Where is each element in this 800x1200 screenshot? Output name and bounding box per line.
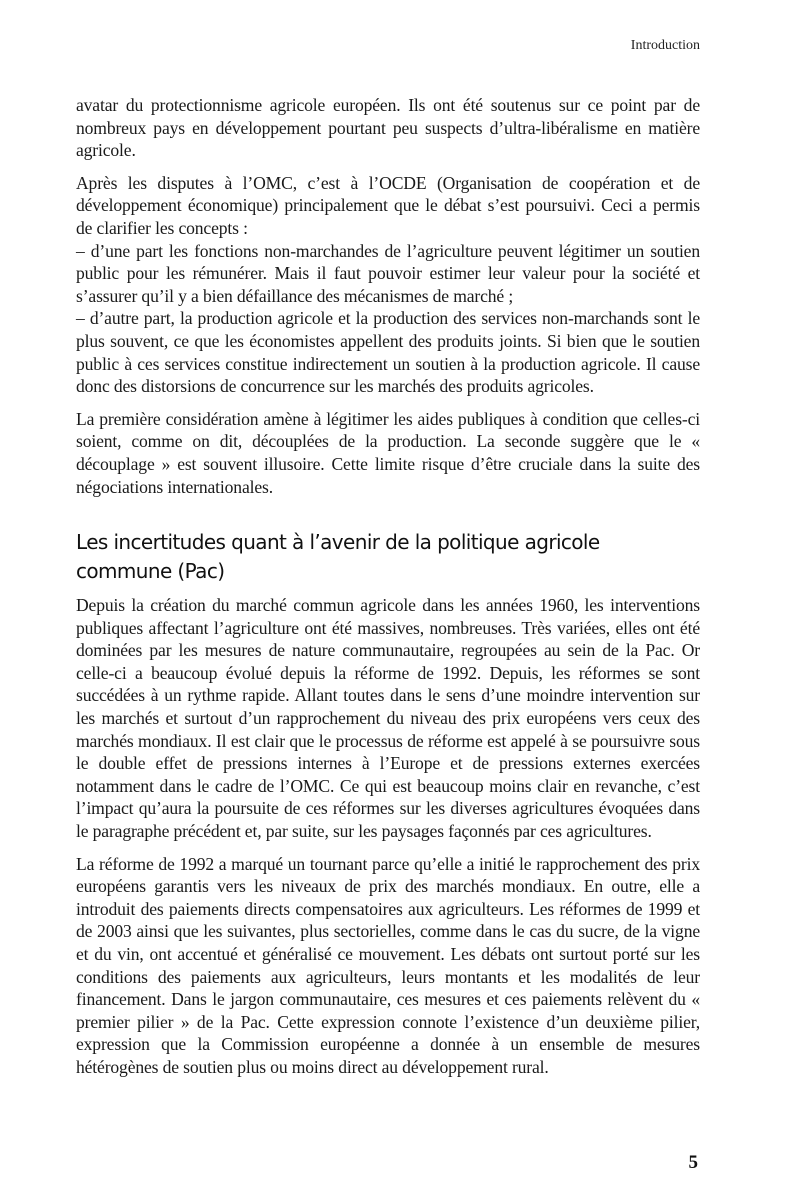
paragraph: Après les disputes à l’OMC, c’est à l’OCDE (Organisation de coopération et de développement économique) principalement que le débat s’est poursuivi. Ceci a permis de clarifier les concepts : [76, 172, 700, 238]
list-item: – d’une part les fonctions non-marchandes de l’agriculture peuvent légitimer un soutien public pour les rémunérer. Mais il faut pouvoir estimer leur valeur pour la société et s’assurer qu’il y a bien défaillance des mécanismes de marché ; [76, 240, 700, 306]
section-title-line: commune (Pac) [76, 559, 225, 584]
paragraph: La réforme de 1992 a marqué un tournant parce qu’elle a initié le rapprochement des prix européens garantis vers les niveaux de prix des marchés mondiaux. En outre, elle a introduit des paiements directs compensatoires aux agriculteurs. Les réformes de 1999 et de 2003 ainsi que les suivantes, plus sectorielles, comme dans le cas du sucre, de la vigne et du vin, ont accentué et généralisé ce mouvement. Les débats ont surtout porté sur les conditions des paiements aux agriculteurs, leurs montants et les modalités de leur financement. Dans le jargon communautaire, ces mesures et ces paiements relèvent du « premier pilier » de la Pac. Cette expression connote l’existence d’un deuxième pilier, expression que la Commission européenne a donnée à un ensemble de mesures hétérogènes de soutien plus ou moins direct au développement rural. [76, 853, 700, 1077]
section-title-line: Les incertitudes quant à l’avenir de la politique agricole [76, 530, 600, 555]
running-head: Introduction [630, 38, 700, 53]
paragraph: avatar du protectionnisme agricole européen. Ils ont été soutenus sur ce point par de nombreux pays en développement pourtant peu suspects d’ultra-libéralisme en matière agricole. [76, 95, 700, 161]
section-title [76, 528, 700, 586]
list-item: – d’autre part, la production agricole et la production des services non-marchands sont le plus souvent, ce que les économistes appellent des produits joints. Si bien que le soutien public à ces services constitue indirectement un soutien à la production agricole. Il cause donc des distorsions de concurrence sur les marchés des produits agricoles. [76, 308, 700, 397]
paragraph: Depuis la création du marché commun agricole dans les années 1960, les interventions publiques affectant l’agriculture ont été massives, nombreuses. Très variées, elles ont été dominées par les mesures de nature communautaire, regroupées au sein de la Pac. Or celle-ci a beaucoup évolué depuis la réforme de 1992. Depuis, les réformes se sont succédées à un rythme rapide. Allant toutes dans le sens d’une moindre intervention sur les marchés et surtout d’un rapprochement du niveau des prix européens vers ceux des marchés mondiaux. Il est clair que le processus de réforme est appelé à se poursuivre sous le double effet de pressions internes à l’Europe et de pressions externes exercées notamment dans le cadre de l’OMC. Ce qui est beaucoup moins clair en revanche, c’est l’impact qu’aura la poursuite de ces réformes sur les diverses agricultures évoquées dans le paragraphe précédent et, par suite, sur les paysages façonnés par ces agricultures. [76, 595, 700, 842]
paragraph: La première considération amène à légitimer les aides publiques à condition que celles-ci soient, comme on dit, découplées de la production. La seconde suggère que le « découplage » est souvent illusoire. Cette limite risque d’être cruciale dans la suite des négociations internationales. [76, 408, 700, 497]
page-number: 5 [688, 1152, 698, 1173]
page-body [76, 94, 700, 1089]
